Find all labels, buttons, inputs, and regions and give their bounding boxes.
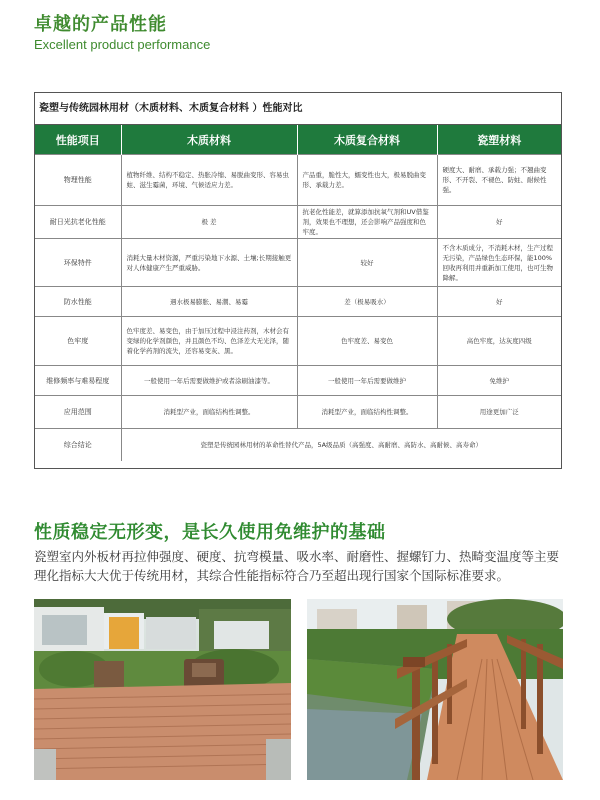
row-label: 防水性能 bbox=[35, 287, 121, 317]
table-row bbox=[35, 155, 561, 206]
page-subtitle: Excellent product performance bbox=[34, 37, 211, 52]
table-cell: 不含木质成分，不消耗木材，生产过程无污染，产品绿色生态环保，能100%回收再利用并重新加工使用，也可生物降解。 bbox=[437, 239, 561, 287]
row-label: 应用范围 bbox=[35, 396, 121, 429]
table-cell: 色牢度差、易变色 bbox=[297, 317, 437, 366]
row-label: 环保特件 bbox=[35, 239, 121, 287]
table-cell: 好 bbox=[437, 287, 561, 317]
table-cell: 抗老化性能差，就算添加抗氧气剂和UV借鉴剂，效果也不理想，还会影响产品强度和色牢度。 bbox=[297, 206, 437, 239]
table-row bbox=[35, 429, 561, 462]
table-cell: 用途更加广泛 bbox=[437, 396, 561, 429]
table-cell: 一般使用一年后需要做维护或者涂刷油漆等。 bbox=[121, 366, 297, 396]
column-header: 瓷塑材料 bbox=[437, 125, 561, 155]
page-title: 卓越的产品性能 bbox=[34, 14, 167, 35]
table-caption: 瓷塑与传统园林用材（木质材料、木质复合材料 ）性能对比 bbox=[35, 93, 561, 125]
row-label: 物理性能 bbox=[35, 155, 121, 206]
table-row bbox=[35, 287, 561, 317]
section-title: 性质稳定无形变，是长久使用免维护的基础 bbox=[34, 522, 386, 543]
table-cell: 色牢度差、易变色，由于加压过程中浸注药剂，木材会有变绿的化学剂颜色，并且颜色不均、色泽差大无光泽，随着化学药剂的流失，还容易变灰、黑。 bbox=[121, 317, 297, 366]
row-label: 色牢度 bbox=[35, 317, 121, 366]
table-cell: 极 差 bbox=[121, 206, 297, 239]
table-row bbox=[35, 396, 561, 429]
column-header: 性能项目 bbox=[35, 125, 121, 155]
table-cell: 消耗大量木材资源，严重污染地下水源、土壤;长期接触更对人体健康产生严重威胁。 bbox=[121, 239, 297, 287]
comparison-table bbox=[35, 125, 561, 461]
garden-deck-photo bbox=[34, 599, 291, 780]
table-cell: 植物纤维、结构不稳定、热胀冷缩、易脱曲变形、容易虫蛀、滋生霉菌，环境、气候适应力差。 bbox=[121, 155, 297, 206]
table-row bbox=[35, 206, 561, 239]
table-cell: 差（极易吸水） bbox=[297, 287, 437, 317]
table-cell: 高色牢度，达灰度四级 bbox=[437, 317, 561, 366]
column-header: 木质材料 bbox=[121, 125, 297, 155]
table-row bbox=[35, 366, 561, 396]
table-cell: 硬度大、耐磨、承载力强；不翘曲变形、不开裂、不褪色、防蛀、耐候性强。 bbox=[437, 155, 561, 206]
table-row bbox=[35, 317, 561, 366]
table-header-row bbox=[35, 125, 561, 155]
table-cell: 遇水极易膨胀、易潮、易霉 bbox=[121, 287, 297, 317]
section-body: 瓷塑室内外板材再拉伸强度、硬度、抗弯模量、吸水率、耐磨性、握螺钉力、热畸变温度等主要理化指标大大优于传统用材，其综合性能指标符合乃至超出现行国家个国际标准要求。 bbox=[34, 549, 560, 583]
row-label: 综合结论 bbox=[35, 429, 121, 462]
comparison-table-box bbox=[34, 92, 562, 469]
table-cell: 消耗型产业，面临结构性调整。 bbox=[297, 396, 437, 429]
row-label: 维修频率与难易程度 bbox=[35, 366, 121, 396]
table-cell: 消耗型产业，面临结构性调整。 bbox=[121, 396, 297, 429]
table-cell: 好 bbox=[437, 206, 561, 239]
table-cell: 一般使用一年后需要做维护 bbox=[297, 366, 437, 396]
table-cell: 产品重，脆性大，蠕变性也大，极易脱曲变形、承载力差。 bbox=[297, 155, 437, 206]
table-cell: 免维护 bbox=[437, 366, 561, 396]
riverside-walkway-photo bbox=[307, 599, 563, 780]
table-cell-conclusion: 瓷塑是传统园林用材的革命性替代产品，5A级品质（高强度、高耐磨、高防水、高耐候、高寿命） bbox=[121, 429, 561, 462]
row-label: 耐日光抗老化性能 bbox=[35, 206, 121, 239]
column-header: 木质复合材料 bbox=[297, 125, 437, 155]
table-cell: 较好 bbox=[297, 239, 437, 287]
table-row bbox=[35, 239, 561, 287]
